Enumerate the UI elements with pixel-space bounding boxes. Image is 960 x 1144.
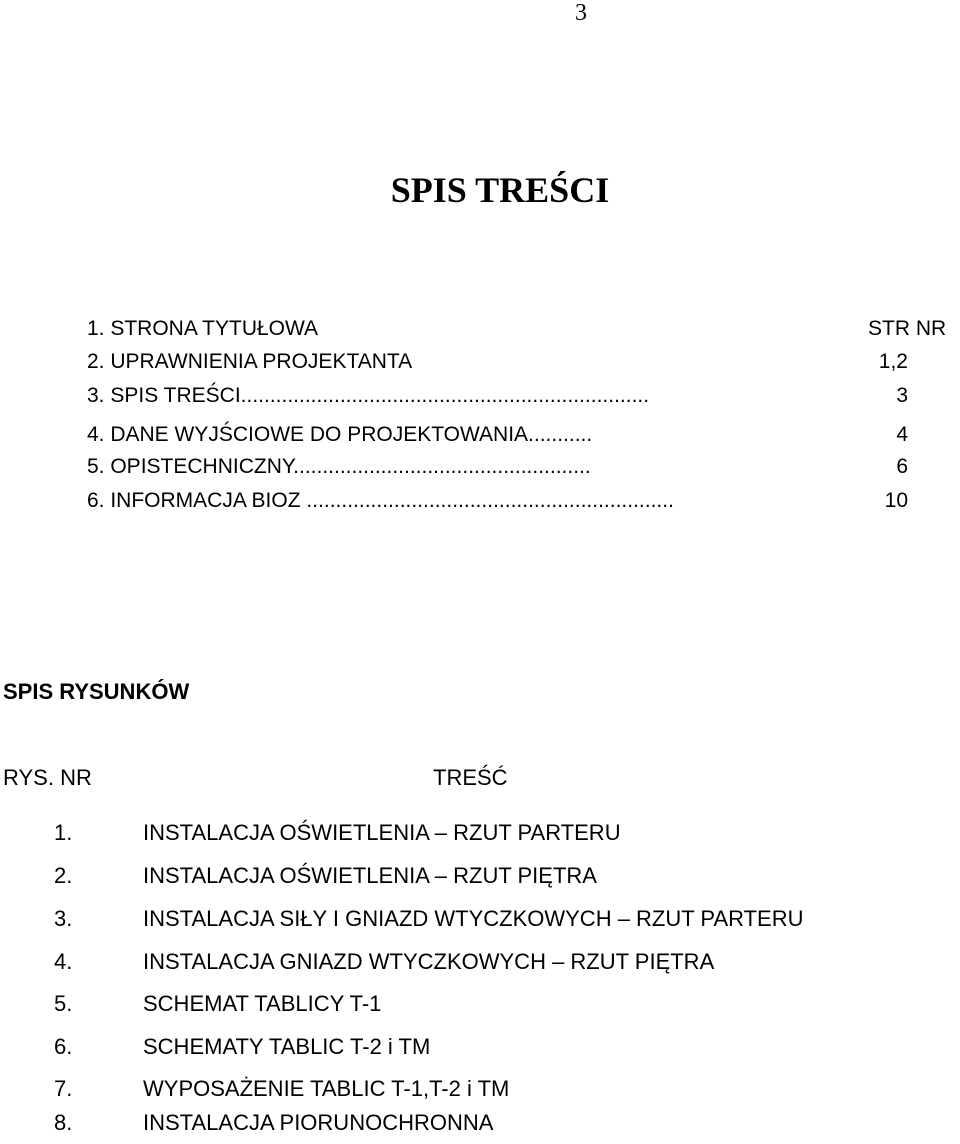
drawing-number-column-header: RYS. NR xyxy=(3,765,92,790)
drawings-section-title: SPIS RYSUNKÓW xyxy=(3,679,190,704)
drawing-number: 4. xyxy=(54,949,73,974)
drawing-title: SCHEMAT TABLICY T-1 xyxy=(143,991,382,1016)
drawing-title: INSTALACJA GNIAZD WTYCZKOWYCH – RZUT PIĘTRA xyxy=(143,949,715,974)
drawing-number: 3. xyxy=(54,906,73,931)
toc-item-label: 3. SPIS TREŚCI...................................................................... xyxy=(87,384,650,407)
toc-item-label: 4. DANE WYJŚCIOWE DO PROJEKTOWANIA........... xyxy=(87,423,593,446)
page-number: 3 xyxy=(575,0,587,26)
toc-item-label: 1. STRONA TYTUŁOWA xyxy=(87,317,319,340)
drawing-title: SCHEMATY TABLIC T-2 i TM xyxy=(143,1034,431,1059)
drawing-title: INSTALACJA OŚWIETLENIA – RZUT PIĘTRA xyxy=(143,863,597,888)
toc-item-page: 6 xyxy=(896,455,908,478)
drawing-number: 2. xyxy=(54,863,73,888)
drawing-title: WYPOSAŻENIE TABLIC T-1,T-2 i TM xyxy=(143,1076,510,1101)
drawing-number: 8. xyxy=(54,1110,73,1135)
toc-item-label: 5. OPISTECHNICZNY................................................... xyxy=(87,455,591,478)
drawing-number: 1. xyxy=(54,820,73,845)
toc-item-page: 3 xyxy=(896,384,908,407)
drawing-number: 7. xyxy=(54,1076,73,1101)
toc-item-page: 1,2 xyxy=(878,350,908,373)
toc-item-label: 2. UPRAWNIENIA PROJEKTANTA xyxy=(87,350,413,373)
toc-item-page: 10 xyxy=(884,489,908,512)
drawing-content-column-header: TREŚĆ xyxy=(433,765,508,790)
drawing-title: INSTALACJA PIORUNOCHRONNA xyxy=(143,1110,494,1135)
toc-item-label: 6. INFORMACJA BIOZ ............................................................... xyxy=(87,489,674,512)
drawing-number: 6. xyxy=(54,1034,73,1059)
drawing-title: INSTALACJA OŚWIETLENIA – RZUT PARTERU xyxy=(143,820,621,845)
page-title: SPIS TREŚCI xyxy=(390,170,610,210)
toc-item-page: 4 xyxy=(896,423,908,446)
toc-page-column-header: STR NR xyxy=(868,317,947,340)
drawing-number: 5. xyxy=(54,991,73,1016)
drawing-title: INSTALACJA SIŁY I GNIAZD WTYCZKOWYCH – RZUT PARTERU xyxy=(143,906,804,931)
